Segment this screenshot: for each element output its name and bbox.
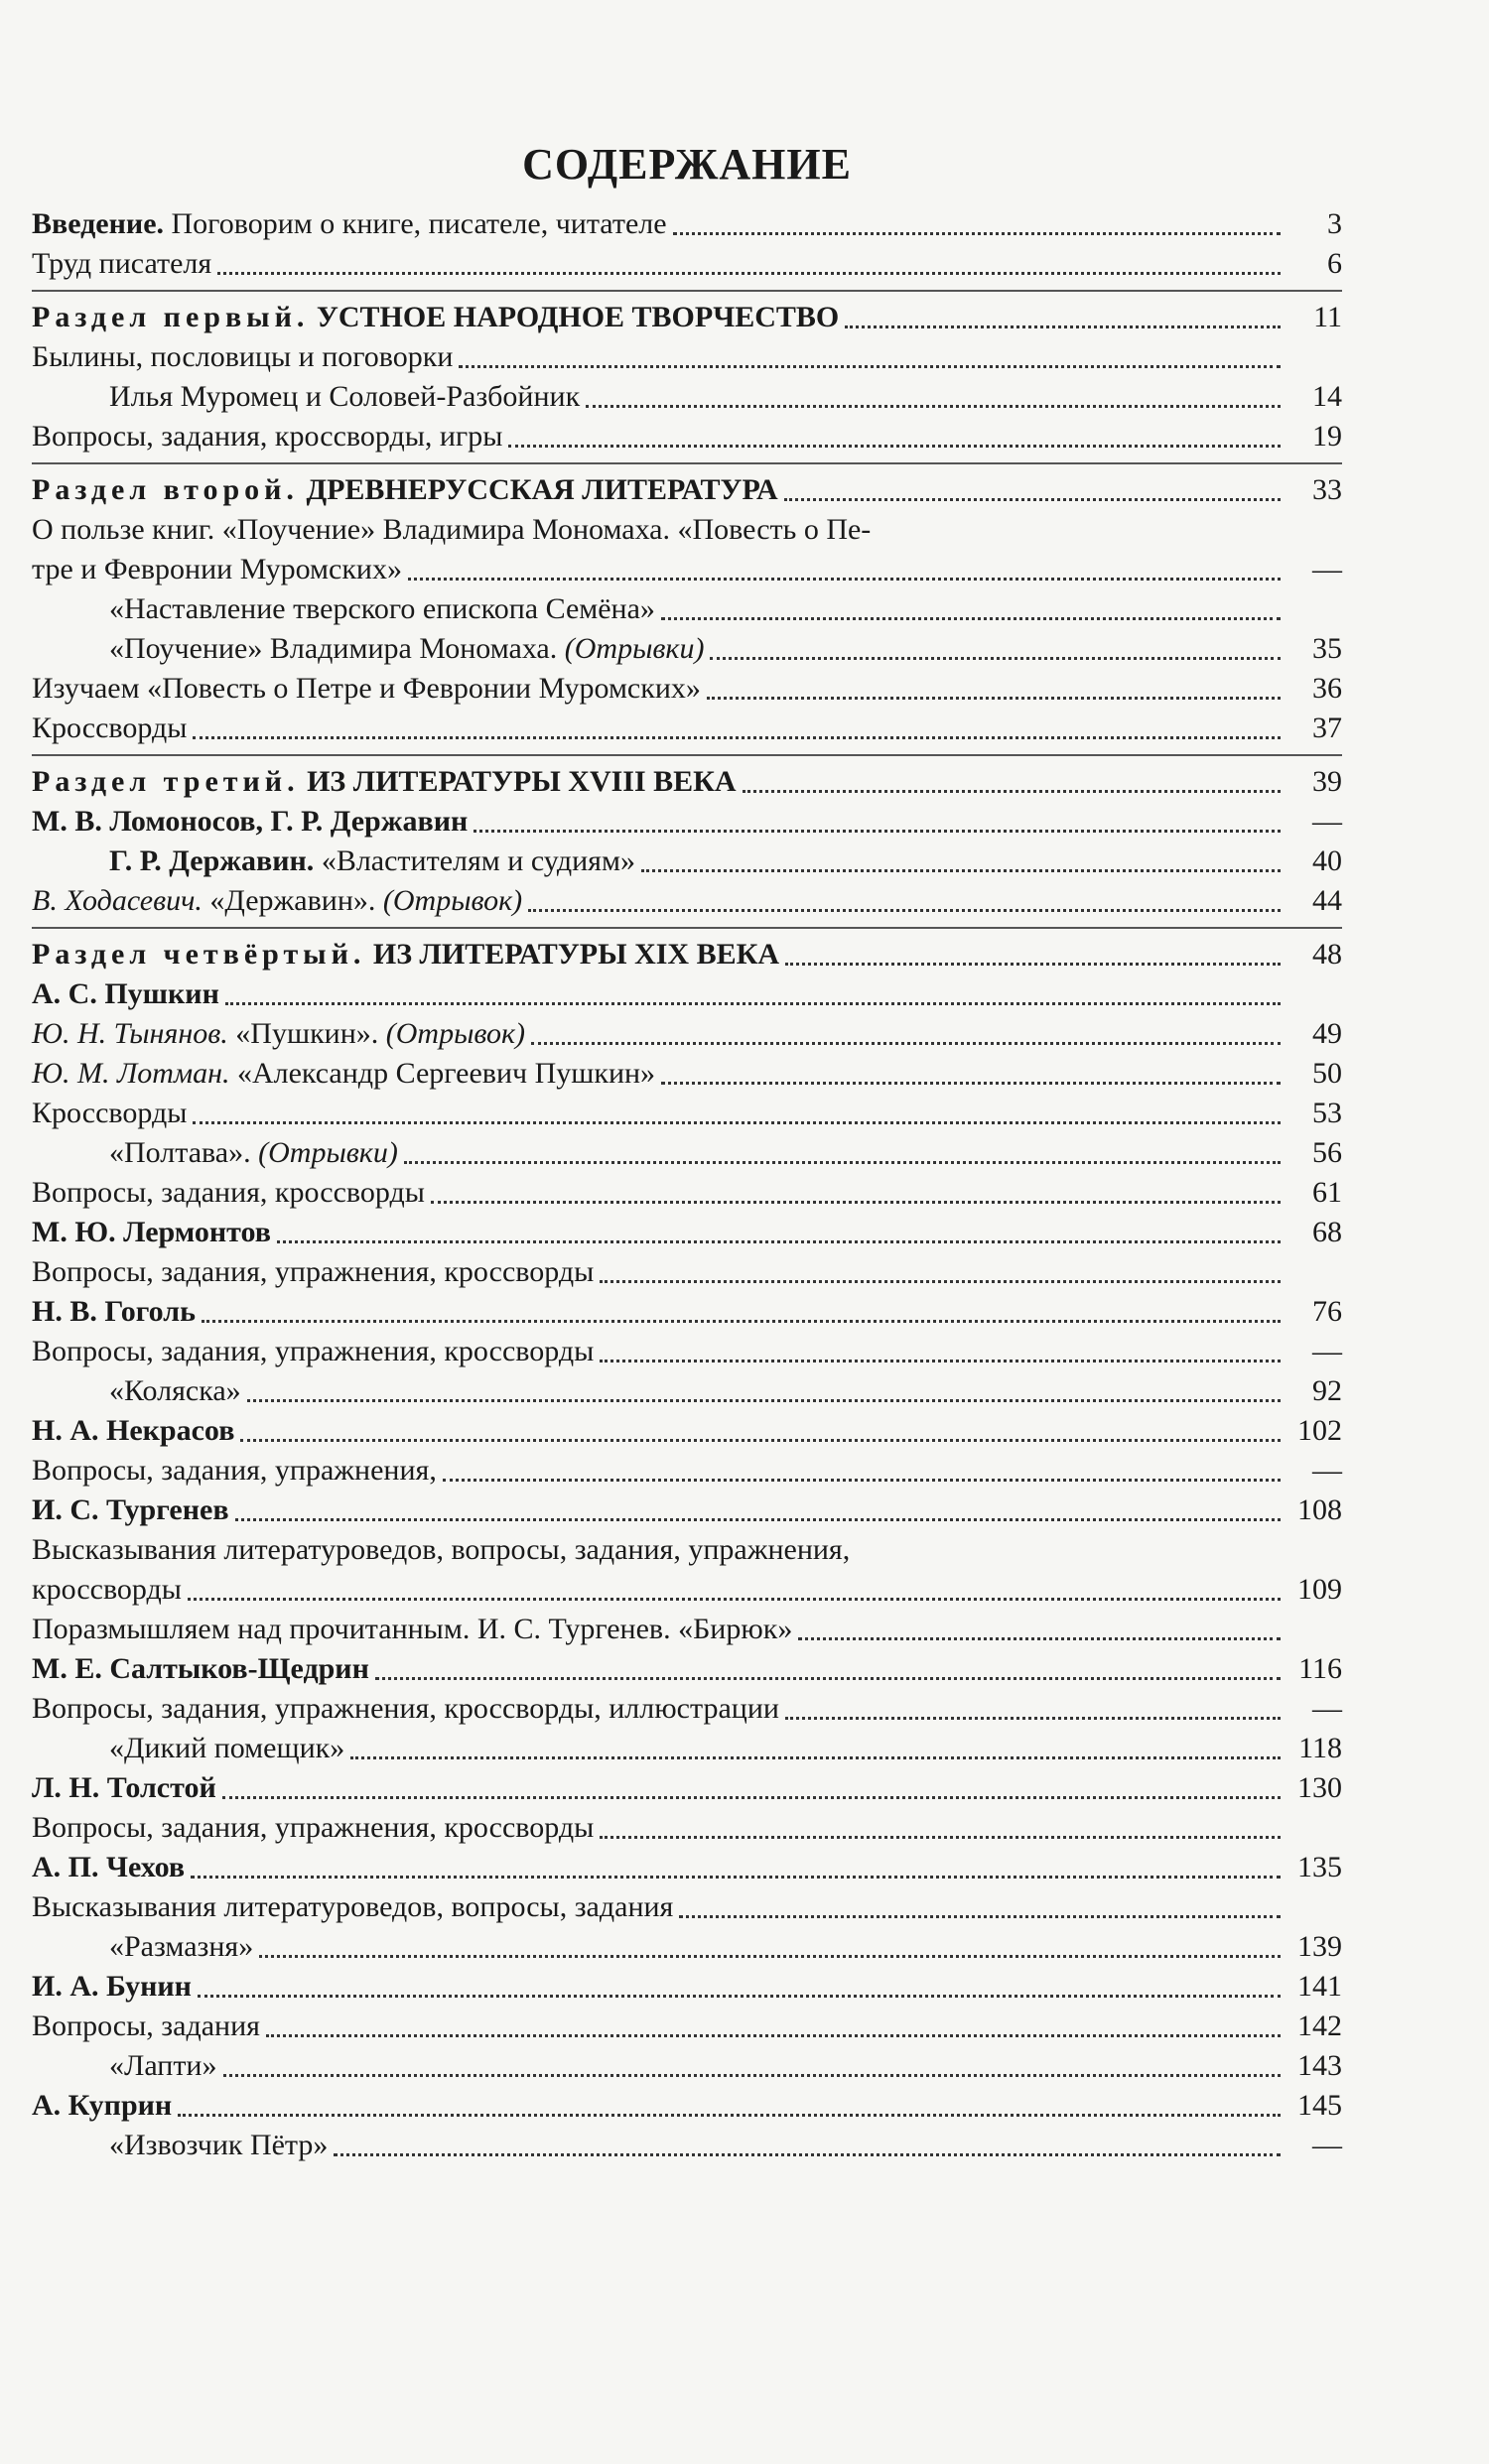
entry-text: Кроссворды — [32, 1097, 188, 1129]
dot-leader — [784, 498, 1281, 501]
page-number: 37 — [1312, 712, 1342, 744]
dot-leader — [223, 2074, 1282, 2077]
entry-label — [32, 298, 839, 337]
toc-entry[interactable] — [32, 1451, 1342, 1491]
page-number: 109 — [1297, 1573, 1342, 1606]
dot-leader — [785, 1717, 1281, 1720]
page-number: 92 — [1312, 1374, 1342, 1407]
page-number: — — [1312, 553, 1342, 585]
entry-label — [32, 935, 779, 974]
dot-leader — [217, 272, 1281, 275]
entry-text: Вопросы, задания, упражнения, кроссворды — [32, 1255, 595, 1288]
section-title: ИЗ ЛИТЕРАТУРЫ XIX ВЕКА — [372, 938, 780, 971]
toc-entry[interactable] — [32, 2086, 1342, 2126]
section-title: ДРЕВНЕРУССКАЯ ЛИТЕРАТУРА — [306, 473, 778, 506]
author-italic: В. Ходасевич. — [32, 884, 203, 917]
toc-entry[interactable] — [32, 881, 1342, 921]
dot-leader — [707, 697, 1281, 700]
entry-label — [109, 377, 580, 417]
entry-label — [32, 1411, 234, 1451]
entry-label — [32, 1530, 850, 1570]
page-number: 19 — [1312, 420, 1342, 453]
toc-entry[interactable] — [32, 1610, 1342, 1649]
entry-label — [32, 470, 778, 510]
section-prefix: Раздел третий. — [32, 765, 300, 798]
dot-leader — [178, 2114, 1281, 2117]
section-divider — [32, 754, 1342, 756]
toc-entry[interactable] — [32, 1689, 1342, 1729]
dot-leader — [679, 1915, 1281, 1918]
dot-leader — [531, 1042, 1281, 1045]
page-number: — — [1312, 1692, 1342, 1725]
entry-label — [32, 417, 502, 456]
page-number: 33 — [1312, 473, 1342, 506]
toc-entry[interactable] — [32, 1887, 1342, 1927]
entry-text: Вопросы, задания, упражнения, кроссворды, иллюстрации — [32, 1692, 779, 1725]
page-number: 68 — [1312, 1216, 1342, 1248]
entry-text: «Дикий помещик» — [109, 1732, 345, 1764]
dot-leader — [404, 1161, 1281, 1164]
toc-entry[interactable] — [32, 2046, 1342, 2086]
entry-label — [32, 510, 871, 550]
dot-leader — [222, 1796, 1281, 1799]
entry-text: Вопросы, задания — [32, 2010, 260, 2042]
page-number: 14 — [1312, 380, 1342, 413]
toc-entry[interactable] — [32, 709, 1342, 748]
author-italic: Ю. Н. Тынянов. — [32, 1017, 228, 1050]
dot-leader — [188, 1598, 1281, 1601]
toc-entry[interactable] — [32, 842, 1342, 881]
dot-leader — [586, 405, 1281, 408]
entry-label — [32, 550, 402, 589]
dot-leader — [600, 1280, 1281, 1283]
dot-leader — [528, 909, 1281, 912]
dot-leader — [673, 232, 1281, 235]
entry-label — [32, 2086, 172, 2126]
page-number: 44 — [1312, 884, 1342, 917]
toc-entry[interactable] — [32, 1649, 1342, 1689]
entry-label — [109, 589, 655, 629]
entry-text: тре и Февронии Муромских» — [32, 553, 402, 585]
entry-text: «Пушкин». — [227, 1017, 386, 1050]
toc-entry[interactable] — [32, 1570, 1342, 1610]
entry-label — [32, 709, 187, 748]
table-of-contents — [32, 204, 1342, 2165]
dot-leader — [235, 1518, 1281, 1521]
page-number: 48 — [1312, 938, 1342, 971]
entry-text: Вопросы, задания, кроссворды, игры — [32, 420, 503, 453]
toc-entry[interactable] — [32, 510, 1342, 550]
entry-text: О пользе книг. «Поучение» Владимира Мономаха. «Повесть о Пе- — [32, 513, 872, 546]
dot-leader — [408, 578, 1281, 581]
author-name: Л. Н. Толстой — [32, 1771, 216, 1804]
page-number: 135 — [1297, 1851, 1342, 1883]
entry-text: Труд писателя — [32, 247, 212, 280]
entry-label — [32, 1173, 425, 1213]
section-prefix: Раздел второй. — [32, 473, 299, 506]
toc-entry[interactable] — [32, 1133, 1342, 1173]
toc-entry[interactable] — [32, 244, 1342, 284]
entry-label — [32, 244, 211, 284]
author-name: М. Е. Салтыков-Щедрин — [32, 1652, 369, 1685]
entry-label — [32, 1094, 187, 1133]
entry-label — [32, 1054, 655, 1094]
entry-text: «Поучение» Владимира Мономаха. — [109, 632, 565, 665]
author-name: М. В. Ломоносов, Г. Р. Державин — [32, 805, 469, 838]
entry-label — [32, 881, 522, 921]
page-number: 3 — [1327, 207, 1342, 240]
dot-leader — [508, 445, 1281, 448]
entry-label — [32, 204, 667, 244]
toc-entry[interactable] — [32, 1292, 1342, 1332]
toc-entry[interactable] — [32, 1848, 1342, 1887]
page-number: 145 — [1297, 2089, 1342, 2122]
entry-label — [32, 669, 701, 709]
author-name: Г. Р. Державин. — [109, 844, 315, 877]
toc-entry[interactable] — [32, 935, 1342, 974]
toc-entry[interactable] — [32, 1729, 1342, 1768]
dot-leader — [259, 1955, 1281, 1958]
dot-leader — [247, 1399, 1281, 1402]
dot-leader — [474, 830, 1281, 833]
dot-leader — [375, 1677, 1281, 1680]
entry-text: «Размазня» — [109, 1930, 254, 1963]
entry-label — [109, 2126, 328, 2165]
dot-leader — [600, 1360, 1281, 1362]
dot-leader — [710, 657, 1281, 660]
toc-entry[interactable] — [32, 550, 1342, 589]
dot-leader — [350, 1756, 1281, 1759]
dot-leader — [193, 736, 1281, 739]
entry-text: Кроссворды — [32, 712, 188, 744]
page-number: 36 — [1312, 672, 1342, 705]
entry-label — [32, 802, 468, 842]
entry-text: «Коляска» — [109, 1374, 241, 1407]
entry-label — [32, 2007, 260, 2046]
page-number: 130 — [1297, 1771, 1342, 1804]
page-number: 56 — [1312, 1136, 1342, 1169]
entry-text: «Державин». — [202, 884, 383, 917]
entry-label — [109, 1133, 398, 1173]
author-name: И. А. Бунин — [32, 1970, 192, 2003]
author-name: Н. В. Гоголь — [32, 1295, 196, 1328]
entry-text: «Властителям и судиям» — [314, 844, 635, 877]
toc-entry[interactable] — [32, 1252, 1342, 1292]
dot-leader — [277, 1240, 1281, 1243]
dot-leader — [443, 1479, 1281, 1482]
entry-label — [32, 1332, 594, 1371]
toc-entry[interactable] — [32, 669, 1342, 709]
entry-text: «Извозчик Пётр» — [109, 2129, 329, 2161]
dot-leader — [240, 1439, 1281, 1442]
entry-text: Изучаем «Повесть о Петре и Февронии Муромских» — [32, 672, 701, 705]
dot-leader — [661, 1082, 1281, 1085]
entry-text: «Александр Сергеевич Пушкин» — [229, 1057, 656, 1090]
dot-leader — [785, 963, 1281, 966]
dot-leader — [743, 790, 1281, 793]
entry-text: Высказывания литературоведов, вопросы, задания, упражнения, — [32, 1533, 851, 1566]
entry-text: Вопросы, задания, кроссворды — [32, 1176, 425, 1209]
author-italic: Ю. М. Лотман. — [32, 1057, 230, 1090]
dot-leader — [459, 365, 1281, 368]
page-number: 143 — [1297, 2049, 1342, 2082]
toc-entry[interactable] — [32, 629, 1342, 669]
entry-text: Вопросы, задания, упражнения, кроссворды — [32, 1811, 595, 1844]
toc-entry[interactable] — [32, 204, 1342, 244]
page-title: СОДЕРЖАНИЕ — [522, 140, 852, 189]
toc-entry[interactable] — [32, 1213, 1342, 1252]
entry-label — [32, 1213, 271, 1252]
section-divider — [32, 290, 1342, 292]
entry-label — [32, 1292, 196, 1332]
entry-label — [32, 1768, 216, 1808]
entry-label — [32, 1808, 594, 1848]
entry-label — [32, 762, 737, 802]
entry-label — [32, 1570, 182, 1610]
toc-entry[interactable] — [32, 1014, 1342, 1054]
toc-entry[interactable] — [32, 974, 1342, 1014]
toc-entry[interactable] — [32, 762, 1342, 802]
dot-leader — [798, 1637, 1281, 1640]
entry-text: Поразмышляем над прочитанным. И. С. Тургенев. «Бирюк» — [32, 1613, 793, 1645]
author-name: И. С. Тургенев — [32, 1493, 229, 1526]
page-number: 53 — [1312, 1097, 1342, 1129]
toc-entry[interactable] — [32, 1530, 1342, 1570]
dot-leader — [191, 1876, 1281, 1879]
toc-entry[interactable] — [32, 802, 1342, 842]
entry-italic: (Отрывок) — [382, 884, 523, 917]
entry-label — [32, 1451, 437, 1491]
page-number: 76 — [1312, 1295, 1342, 1328]
entry-text: Илья Муромец и Соловей-Разбойник — [109, 380, 581, 413]
entry-label — [32, 1848, 185, 1887]
page-number: 108 — [1297, 1493, 1342, 1526]
dot-leader — [202, 1320, 1281, 1323]
dot-leader — [845, 325, 1281, 328]
entry-label — [32, 1252, 594, 1292]
toc-entry[interactable] — [32, 1173, 1342, 1213]
section-title: УСТНОЕ НАРОДНОЕ ТВОРЧЕСТВО — [316, 301, 840, 333]
page-number: — — [1312, 1335, 1342, 1367]
page-number: 61 — [1312, 1176, 1342, 1209]
entry-label — [32, 1967, 192, 2007]
author-name: Н. А. Некрасов — [32, 1414, 235, 1447]
entry-label — [109, 629, 704, 669]
toc-entry[interactable] — [32, 1094, 1342, 1133]
toc-entry[interactable] — [32, 417, 1342, 456]
entry-text: Вопросы, задания, упражнения, — [32, 1454, 437, 1487]
page-number: 35 — [1312, 632, 1342, 665]
page-number: — — [1312, 805, 1342, 838]
dot-leader — [641, 869, 1281, 872]
entry-label — [109, 2046, 217, 2086]
dot-leader — [266, 2034, 1281, 2037]
author-name: А. С. Пушкин — [32, 977, 219, 1010]
toc-entry[interactable] — [32, 470, 1342, 510]
entry-text: Высказывания литературоведов, вопросы, задания — [32, 1890, 674, 1923]
page-number: 141 — [1297, 1970, 1342, 2003]
toc-entry[interactable] — [32, 2007, 1342, 2046]
section-title: ИЗ ЛИТЕРАТУРЫ XVIII ВЕКА — [307, 765, 737, 798]
toc-entry[interactable] — [32, 298, 1342, 337]
entry-italic: (Отрывки) — [564, 632, 705, 665]
toc-entry[interactable] — [32, 1371, 1342, 1411]
page-number: — — [1312, 2129, 1342, 2161]
toc-entry[interactable] — [32, 1491, 1342, 1530]
page-number: 142 — [1297, 2010, 1342, 2042]
dot-leader — [225, 1002, 1281, 1005]
toc-entry[interactable] — [32, 1411, 1342, 1451]
entry-italic: (Отрывок) — [385, 1017, 526, 1050]
entry-label — [109, 1729, 344, 1768]
dot-leader — [431, 1201, 1281, 1204]
author-name: А. Куприн — [32, 2089, 173, 2122]
toc-entry[interactable] — [32, 2126, 1342, 2165]
dot-leader — [198, 1995, 1281, 1998]
entry-label — [32, 1887, 673, 1927]
entry-label — [32, 1689, 779, 1729]
entry-text: «Полтава». — [109, 1136, 259, 1169]
entry-label — [32, 337, 453, 377]
entry-text: кроссворды — [32, 1573, 182, 1606]
entry-text: Вопросы, задания, упражнения, кроссворды — [32, 1335, 595, 1367]
toc-entry[interactable] — [32, 377, 1342, 417]
author-name: М. Ю. Лермонтов — [32, 1216, 271, 1248]
dot-leader — [334, 2153, 1281, 2156]
page-number: 49 — [1312, 1017, 1342, 1050]
page-number: 102 — [1297, 1414, 1342, 1447]
toc-entry[interactable] — [32, 1967, 1342, 2007]
intro-heading: Введение. — [32, 207, 165, 240]
entry-text: Былины, пословицы и поговорки — [32, 340, 454, 373]
entry-italic: (Отрывки) — [258, 1136, 398, 1169]
dot-leader — [193, 1121, 1281, 1124]
entry-text: «Наставление тверского епископа Семёна» — [109, 592, 655, 625]
section-prefix: Раздел первый. — [32, 301, 310, 333]
section-divider — [32, 462, 1342, 464]
entry-label — [32, 974, 219, 1014]
page-number: 118 — [1298, 1732, 1342, 1764]
page-number: — — [1312, 1454, 1342, 1487]
dot-leader — [661, 617, 1281, 620]
page-number: 39 — [1312, 765, 1342, 798]
entry-text: Поговорим о книге, писателе, читателе — [164, 207, 667, 240]
entry-label — [109, 842, 635, 881]
page-number: 6 — [1327, 247, 1342, 280]
page-number: 116 — [1298, 1652, 1342, 1685]
page-number: 40 — [1312, 844, 1342, 877]
page-number: 50 — [1312, 1057, 1342, 1090]
toc-entry[interactable] — [32, 1332, 1342, 1371]
toc-entry[interactable] — [32, 589, 1342, 629]
entry-label — [32, 1491, 229, 1530]
dot-leader — [600, 1836, 1281, 1839]
entry-label — [32, 1610, 792, 1649]
entry-label — [32, 1649, 369, 1689]
toc-entry[interactable] — [32, 337, 1342, 377]
entry-text: «Лапти» — [109, 2049, 217, 2082]
page-number: 11 — [1313, 301, 1342, 333]
toc-entry[interactable] — [32, 1054, 1342, 1094]
section-prefix: Раздел четвёртый. — [32, 938, 366, 971]
section-divider — [32, 927, 1342, 929]
entry-label — [109, 1927, 253, 1967]
toc-entry[interactable] — [32, 1808, 1342, 1848]
page-number: 139 — [1297, 1930, 1342, 1963]
author-name: А. П. Чехов — [32, 1851, 186, 1883]
toc-page — [32, 139, 1342, 2165]
toc-entry[interactable] — [32, 1927, 1342, 1967]
entry-label — [109, 1371, 241, 1411]
entry-label — [32, 1014, 525, 1054]
toc-entry[interactable] — [32, 1768, 1342, 1808]
